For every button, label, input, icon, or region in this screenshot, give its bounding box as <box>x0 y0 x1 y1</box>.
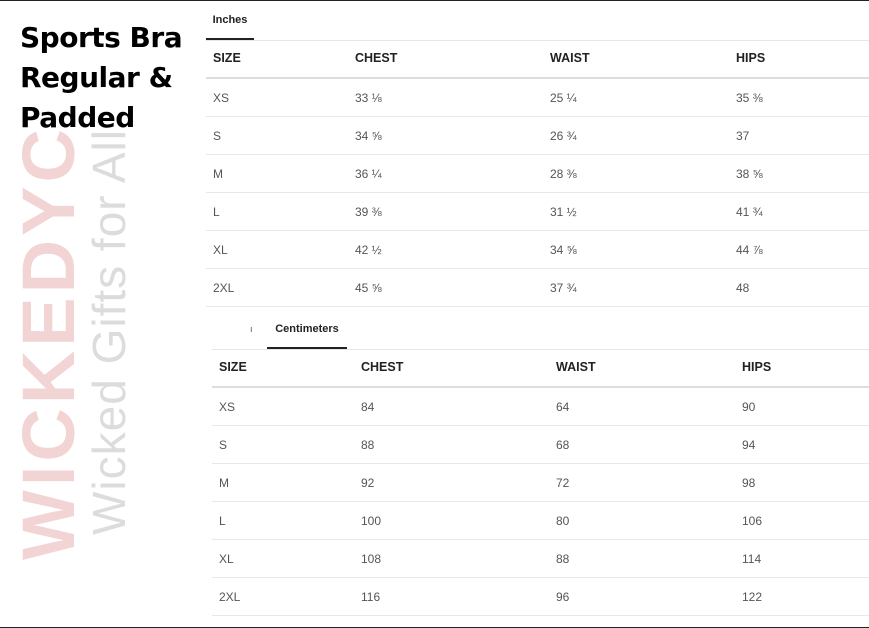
table-header-row <box>206 39 869 78</box>
cell-waist: 88 <box>549 540 735 578</box>
cell-hips: 35 ⅜ <box>729 78 869 117</box>
cell-hips: 114 <box>735 540 869 578</box>
cell-waist: 96 <box>549 578 735 616</box>
brand-watermark: WICKEDYC <box>7 125 90 560</box>
cell-hips: 90 <box>735 387 869 426</box>
cell-size: XL <box>206 231 348 269</box>
cell-chest: 84 <box>354 387 549 426</box>
header-chest: CHEST <box>348 39 543 78</box>
cell-waist: 72 <box>549 464 735 502</box>
tab-inches[interactable]: Inches <box>206 0 254 40</box>
page-title: Sports Bra Regular & Padded <box>20 21 183 134</box>
cell-waist: 26 ¾ <box>543 117 729 155</box>
cell-waist: 28 ⅜ <box>543 155 729 193</box>
cell-chest: 45 ⅝ <box>348 269 543 307</box>
cell-size: M <box>206 155 348 193</box>
cell-hips: 38 ⅝ <box>729 155 869 193</box>
header-hips: HIPS <box>729 39 869 78</box>
cell-size: S <box>212 426 354 464</box>
table-row <box>212 387 869 426</box>
table-row <box>212 578 869 616</box>
cell-size: M <box>212 464 354 502</box>
cell-hips: 48 <box>729 269 869 307</box>
tagline-watermark: Wicked Gifts for All <box>83 129 135 535</box>
table-row <box>206 269 869 307</box>
cell-waist: 80 <box>549 502 735 540</box>
cell-size: L <box>212 502 354 540</box>
cell-chest: 33 ⅛ <box>348 78 543 117</box>
cell-chest: 88 <box>354 426 549 464</box>
header-size: SIZE <box>212 348 354 387</box>
cell-size: XL <box>212 540 354 578</box>
cell-chest: 42 ½ <box>348 231 543 269</box>
cell-hips: 98 <box>735 464 869 502</box>
header-waist: WAIST <box>549 348 735 387</box>
header-waist: WAIST <box>543 39 729 78</box>
cell-size: XS <box>212 387 354 426</box>
cell-size: XS <box>206 78 348 117</box>
tab-centimeters[interactable]: Centimeters <box>267 309 347 349</box>
cell-chest: 36 ¼ <box>348 155 543 193</box>
cell-hips: 122 <box>735 578 869 616</box>
header-size: SIZE <box>206 39 348 78</box>
tab-separator: ı <box>250 324 253 334</box>
table-row <box>206 231 869 269</box>
cell-waist: 31 ½ <box>543 193 729 231</box>
centimeters-tab-bar <box>212 309 869 350</box>
cell-size: L <box>206 193 348 231</box>
cell-size: 2XL <box>206 269 348 307</box>
cell-hips: 44 ⅞ <box>729 231 869 269</box>
table-row <box>212 426 869 464</box>
cell-waist: 68 <box>549 426 735 464</box>
cell-size: 2XL <box>212 578 354 616</box>
cell-chest: 116 <box>354 578 549 616</box>
table-row <box>212 502 869 540</box>
table-row <box>212 464 869 502</box>
cell-waist: 34 ⅝ <box>543 231 729 269</box>
cell-hips: 37 <box>729 117 869 155</box>
table-row <box>206 117 869 155</box>
table-row <box>206 155 869 193</box>
cell-size: S <box>206 117 348 155</box>
cell-hips: 41 ¾ <box>729 193 869 231</box>
cell-waist: 37 ¾ <box>543 269 729 307</box>
table-row <box>206 78 869 117</box>
cell-chest: 108 <box>354 540 549 578</box>
table-row <box>212 540 869 578</box>
table-header-row <box>212 348 869 387</box>
cell-chest: 92 <box>354 464 549 502</box>
header-hips: HIPS <box>735 348 869 387</box>
inches-size-table <box>206 39 869 307</box>
cell-chest: 34 ⅝ <box>348 117 543 155</box>
inches-tab-bar <box>206 0 869 41</box>
table-row <box>206 193 869 231</box>
header-chest: CHEST <box>354 348 549 387</box>
cell-hips: 106 <box>735 502 869 540</box>
cell-chest: 39 ⅜ <box>348 193 543 231</box>
cell-hips: 94 <box>735 426 869 464</box>
cell-waist: 64 <box>549 387 735 426</box>
centimeters-size-table <box>212 348 869 616</box>
cell-waist: 25 ¼ <box>543 78 729 117</box>
cell-chest: 100 <box>354 502 549 540</box>
